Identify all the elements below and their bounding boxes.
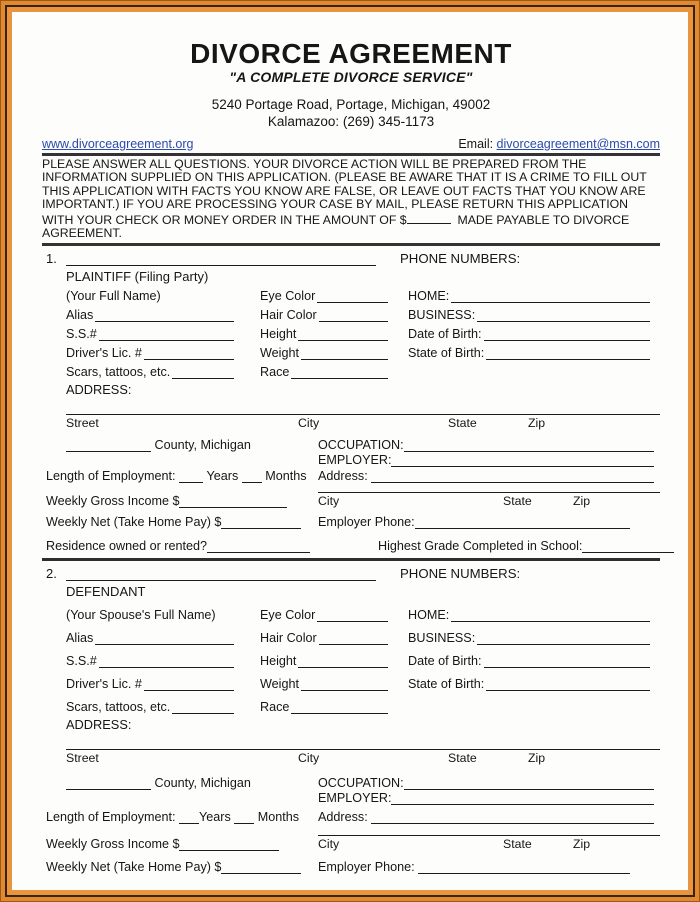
length-of-employment-label: Length of Employment: bbox=[46, 809, 176, 824]
weekly-gross-label: Weekly Gross Income $ bbox=[46, 836, 180, 851]
defendant-employer-address-blank[interactable] bbox=[371, 812, 654, 824]
zip-label: Zip bbox=[573, 493, 591, 508]
defendant-gross-income-row bbox=[46, 834, 660, 851]
plaintiff-county-blank[interactable] bbox=[66, 440, 151, 452]
plaintiff-employer-city-state-zip bbox=[318, 491, 660, 508]
home-phone-label: HOME: bbox=[408, 288, 450, 303]
defendant-weight-blank[interactable] bbox=[301, 679, 388, 691]
plaintiff-net-income-row bbox=[46, 516, 660, 529]
instructions-notice bbox=[42, 158, 660, 242]
plaintiff-weight-blank[interactable] bbox=[301, 348, 388, 360]
plaintiff-hair-color-blank[interactable] bbox=[319, 310, 388, 322]
employer-label: EMPLOYER: bbox=[318, 790, 392, 805]
plaintiff-ssn-blank[interactable] bbox=[99, 329, 234, 341]
eye-color-label: Eye Color bbox=[260, 607, 316, 622]
defendant-date-of-birth-blank[interactable] bbox=[484, 656, 651, 668]
defendant-state-of-birth-blank[interactable] bbox=[486, 679, 650, 691]
business-phone-label: BUSINESS: bbox=[408, 630, 476, 645]
plaintiff-employer-row bbox=[46, 454, 660, 467]
plaintiff-address-header: ADDRESS: bbox=[66, 381, 132, 397]
defendant-race-blank[interactable] bbox=[291, 702, 388, 714]
email-link[interactable]: divorceagreement@msn.com bbox=[496, 137, 660, 151]
defendant-name-blank[interactable] bbox=[66, 567, 376, 581]
employer-address-label: Address: bbox=[318, 809, 368, 824]
defendant-months-blank[interactable] bbox=[234, 812, 254, 824]
alias-label: Alias bbox=[66, 307, 94, 322]
city-label: City bbox=[318, 836, 340, 851]
employer-phone-label: Employer Phone: bbox=[318, 859, 415, 874]
plaintiff-date-of-birth-blank[interactable] bbox=[484, 329, 651, 341]
defendant-net-income-row bbox=[46, 861, 660, 874]
defendant-scars-blank[interactable] bbox=[172, 702, 234, 714]
defendant-employment-length-row bbox=[46, 811, 660, 824]
residence-grade-row bbox=[46, 540, 660, 553]
defendant-eye-color-blank[interactable] bbox=[317, 610, 388, 622]
notice-divider bbox=[42, 243, 660, 246]
defendant-phone-numbers-header: PHONE NUMBERS: bbox=[400, 565, 521, 581]
website-link[interactable]: www.divorceagreement.org bbox=[42, 137, 194, 151]
zip-label: Zip bbox=[528, 415, 546, 430]
plaintiff-name-row bbox=[46, 252, 660, 266]
plaintiff-name-blank[interactable] bbox=[66, 252, 376, 266]
street-label: Street bbox=[66, 415, 99, 430]
plaintiff-details-grid bbox=[66, 284, 660, 379]
defendant-county-occupation-row bbox=[46, 777, 660, 790]
defendant-weekly-net-blank[interactable] bbox=[221, 862, 301, 874]
weekly-gross-label: Weekly Gross Income $ bbox=[46, 493, 180, 508]
highest-grade-label: Highest Grade Completed in School: bbox=[378, 538, 583, 553]
defendant-years-blank[interactable] bbox=[179, 812, 199, 824]
plaintiff-height-blank[interactable] bbox=[298, 329, 388, 341]
plaintiff-section bbox=[42, 252, 660, 561]
plaintiff-occupation-blank[interactable] bbox=[404, 440, 654, 452]
plaintiff-scars-blank[interactable] bbox=[172, 367, 234, 379]
scars-label: Scars, tattoos, etc. bbox=[66, 699, 171, 714]
occupation-label: OCCUPATION: bbox=[318, 437, 404, 452]
residence-label: Residence owned or rented? bbox=[46, 538, 208, 553]
height-label: Height bbox=[260, 653, 297, 668]
company-phone: Kalamazoo: (269) 345-1173 bbox=[267, 114, 435, 129]
state-label: State bbox=[448, 750, 477, 765]
plaintiff-state-of-birth-blank[interactable] bbox=[486, 348, 650, 360]
plaintiff-employment-length-row bbox=[46, 470, 660, 483]
plaintiff-business-phone-blank[interactable] bbox=[477, 310, 650, 322]
notice-body: PLEASE ANSWER ALL QUESTIONS. YOUR DIVORCE ACTION WILL BE PREPARED FROM THE INFORMATION SUPPLIED ON THIS APPLICATION. (PLEASE BE AWARE THAT IT IS A CRIME TO FILL OUT THIS APPLICATION WITH FACTS YOU KNOW ARE FALSE, OR LEAVE OUT FACTS THAT YOU KNOW ARE IMPORTANT.) IF YOU ARE PROCESSING YOUR CASE BY MAIL, PLEASE RETURN THIS APPLICATION WITH YOUR CHECK OR MONEY ORDER IN THE AMOUNT OF $ bbox=[42, 156, 647, 227]
height-label: Height bbox=[260, 326, 297, 341]
zip-label: Zip bbox=[573, 836, 591, 851]
defendant-details-grid bbox=[66, 599, 660, 714]
defendant-weekly-gross-blank[interactable] bbox=[179, 839, 279, 851]
county-michigan-label: County, Michigan bbox=[154, 775, 251, 790]
defendant-employer-phone-blank[interactable] bbox=[418, 862, 630, 874]
scars-label: Scars, tattoos, etc. bbox=[66, 364, 171, 379]
plaintiff-address-labels bbox=[66, 416, 660, 430]
section-2-number: 2. bbox=[46, 565, 57, 581]
defendant-employer-blank[interactable] bbox=[391, 793, 654, 805]
plaintiff-employer-address-blank[interactable] bbox=[371, 471, 654, 483]
ssn-label: S.S.# bbox=[66, 326, 97, 341]
email-label: Email: bbox=[458, 137, 497, 151]
defendant-drivers-lic-blank[interactable] bbox=[144, 679, 234, 691]
plaintiff-employer-phone-blank[interactable] bbox=[415, 517, 630, 529]
alias-label: Alias bbox=[66, 630, 94, 645]
date-of-birth-label: Date of Birth: bbox=[408, 653, 482, 668]
defendant-section bbox=[42, 567, 660, 874]
county-michigan-label: County, Michigan bbox=[154, 437, 251, 452]
page-title: DIVORCE AGREEMENT bbox=[190, 38, 512, 69]
plaintiff-county-occupation-row bbox=[46, 439, 660, 452]
section-1-number: 1. bbox=[46, 250, 57, 266]
weight-label: Weight bbox=[260, 345, 299, 360]
plaintiff-years-blank[interactable] bbox=[179, 471, 203, 483]
plaintiff-eye-color-blank[interactable] bbox=[317, 291, 388, 303]
employer-address-label: Address: bbox=[318, 468, 368, 483]
defendant-ssn-blank[interactable] bbox=[99, 656, 234, 668]
header-divider bbox=[42, 153, 660, 156]
plaintiff-address-blank[interactable] bbox=[66, 413, 660, 415]
notice-tail: MADE PAYABLE TO DIVORCE AGREEMENT. bbox=[42, 212, 630, 241]
years-label: Years bbox=[199, 809, 231, 824]
plaintiff-gross-income-row bbox=[46, 491, 660, 508]
links-row bbox=[42, 137, 660, 151]
months-label: Months bbox=[265, 468, 307, 483]
company-address: 5240 Portage Road, Portage, Michigan, 49002 bbox=[211, 97, 491, 112]
weekly-net-label: Weekly Net (Take Home Pay) $ bbox=[46, 514, 222, 529]
amount-blank[interactable] bbox=[407, 212, 451, 224]
plaintiff-employer-blank[interactable] bbox=[391, 455, 654, 467]
state-label: State bbox=[503, 836, 532, 851]
defendant-home-phone-blank[interactable] bbox=[451, 610, 650, 622]
state-label: State bbox=[503, 493, 532, 508]
employer-phone-label: Employer Phone: bbox=[318, 514, 415, 529]
email-wrap bbox=[458, 137, 660, 151]
plaintiff-phone-numbers-header: PHONE NUMBERS: bbox=[400, 250, 521, 266]
defendant-occupation-blank[interactable] bbox=[404, 778, 654, 790]
defendant-hair-color-blank[interactable] bbox=[319, 633, 388, 645]
defendant-address-header: ADDRESS: bbox=[66, 716, 132, 732]
plaintiff-drivers-lic-blank[interactable] bbox=[144, 348, 234, 360]
defendant-height-blank[interactable] bbox=[298, 656, 388, 668]
plaintiff-employer-address2-blank[interactable] bbox=[318, 491, 660, 493]
defendant-county-blank[interactable] bbox=[66, 778, 151, 790]
page-subtitle: "A COMPLETE DIVORCE SERVICE" bbox=[229, 69, 473, 85]
state-label: State bbox=[448, 415, 477, 430]
defendant-employer-row bbox=[46, 792, 660, 805]
months-label: Months bbox=[257, 809, 300, 824]
length-of-employment-label: Length of Employment: bbox=[46, 468, 176, 483]
drivers-lic-label: Driver's Lic. # bbox=[66, 345, 142, 360]
home-phone-label: HOME: bbox=[408, 607, 450, 622]
form-content bbox=[12, 12, 688, 890]
plaintiff-home-phone-blank[interactable] bbox=[451, 291, 650, 303]
race-label: Race bbox=[260, 364, 290, 379]
defendant-name-hint: (Your Spouse's Full Name) bbox=[66, 607, 216, 622]
plaintiff-alias-blank[interactable] bbox=[95, 310, 234, 322]
defendant-name-row bbox=[46, 567, 660, 581]
plaintiff-name-hint: (Your Full Name) bbox=[66, 288, 161, 303]
state-of-birth-label: State of Birth: bbox=[408, 676, 485, 691]
business-phone-label: BUSINESS: bbox=[408, 307, 476, 322]
plaintiff-race-blank[interactable] bbox=[291, 367, 388, 379]
state-of-birth-label: State of Birth: bbox=[408, 345, 485, 360]
inner-frame-border bbox=[5, 5, 695, 897]
years-label: Years bbox=[206, 468, 239, 483]
plaintiff-party-label: PLAINTIFF (Filing Party) bbox=[66, 268, 209, 284]
city-label: City bbox=[318, 493, 340, 508]
drivers-lic-label: Driver's Lic. # bbox=[66, 676, 142, 691]
plaintiff-weekly-net-blank[interactable] bbox=[221, 517, 301, 529]
defendant-business-phone-blank[interactable] bbox=[477, 633, 650, 645]
hair-color-label: Hair Color bbox=[260, 307, 317, 322]
plaintiff-residence-blank[interactable] bbox=[207, 541, 310, 553]
defendant-address-labels bbox=[66, 751, 660, 765]
city-label: City bbox=[298, 750, 320, 765]
ssn-label: S.S.# bbox=[66, 653, 97, 668]
eye-color-label: Eye Color bbox=[260, 288, 316, 303]
race-label: Race bbox=[260, 699, 290, 714]
occupation-label: OCCUPATION: bbox=[318, 775, 404, 790]
defendant-employer-address2-blank[interactable] bbox=[318, 834, 660, 836]
weight-label: Weight bbox=[260, 676, 299, 691]
plaintiff-highest-grade-blank[interactable] bbox=[582, 541, 674, 553]
city-label: City bbox=[298, 415, 320, 430]
employer-label: EMPLOYER: bbox=[318, 452, 392, 467]
zip-label: Zip bbox=[528, 750, 546, 765]
defendant-party-label: DEFENDANT bbox=[66, 583, 146, 599]
date-of-birth-label: Date of Birth: bbox=[408, 326, 482, 341]
defendant-alias-blank[interactable] bbox=[95, 633, 234, 645]
weekly-net-label: Weekly Net (Take Home Pay) $ bbox=[46, 859, 222, 874]
section-divider bbox=[42, 558, 660, 561]
street-label: Street bbox=[66, 750, 99, 765]
defendant-address-blank[interactable] bbox=[66, 748, 660, 750]
hair-color-label: Hair Color bbox=[260, 630, 317, 645]
plaintiff-weekly-gross-blank[interactable] bbox=[179, 496, 287, 508]
defendant-employer-city-state-zip bbox=[318, 834, 660, 851]
plaintiff-months-blank[interactable] bbox=[242, 471, 262, 483]
